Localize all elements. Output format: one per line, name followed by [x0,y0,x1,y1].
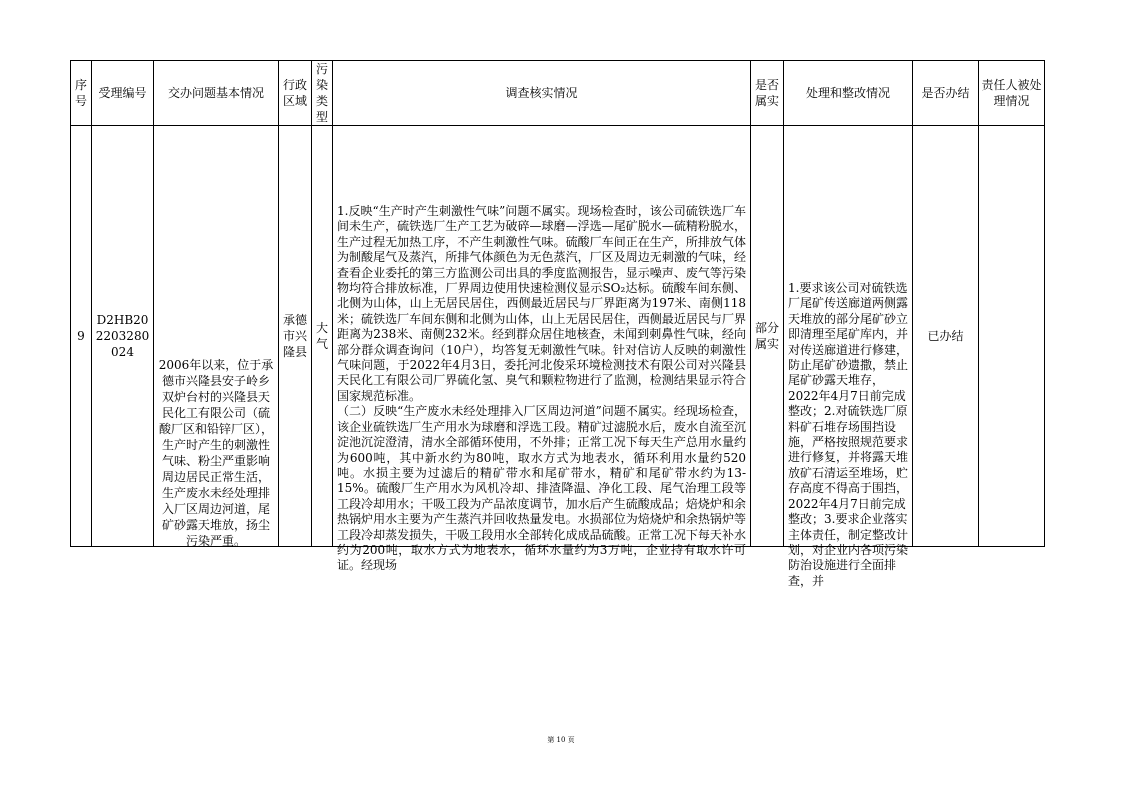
cell-is-true [751,126,784,547]
header-closed: 是否办结 [913,61,979,126]
handling-text: 1.要求该公司对硫铁选厂尾矿传送廊道两侧露天堆放的部分尾矿砂立即清理至尾矿库内，并对传送廊道进行修建，防止尾矿砂遗撒，禁止尾矿砂露天堆存，2022年4月7日前完成整改；2.对硫铁选厂原料矿石堆存场围挡设施，严格按照规范要求进行修复，并将露天堆放矿石清运至堆场，贮存高度不得高于围挡，2022年4月7日前完成整改；3.要求企业落实主体责任，制定整改计划，对企业内各项污染防治设施进行全面排查，并 [788,281,909,588]
cell-case-no [92,126,154,547]
header-row [71,61,1045,126]
page-number: 第 10 页 [547,736,575,744]
investigation-text [337,204,746,574]
cell-investigation [333,126,751,573]
region-value: 承德市兴隆县 [282,313,307,359]
pollution-type-value: 大气 [315,321,328,351]
header-handling: 处理和整改情况 [784,61,913,126]
cell-closed [913,126,979,547]
header-accountability: 责任人被处理情况 [979,61,1045,126]
case-no-value: D2HB202203280024 [95,313,150,359]
case-table [70,60,1045,588]
header-pollution-type: 污染类型 [312,61,333,126]
cell-pollution-type [312,126,333,547]
header-investigation: 调查核实情况 [333,61,751,126]
header-region: 行政区域 [279,61,312,126]
header-seq: 序号 [71,61,92,126]
header-is-true: 是否属实 [751,61,784,126]
cell-seq [71,126,92,547]
table-row [71,126,1045,547]
cell-accountability [979,126,1045,547]
issue-text: 2006年以来，位于承德市兴隆县安子岭乡双炉台村的兴隆县天民化工有限公司（硫酸厂区和铅锌厂区），生产时产生的刺激性气味、粉尘严重影响周边居民正常生活，生产废水未经处理排入厂区周边河道，尾矿砂露天堆放，扬尘污染严重。 [158,358,274,548]
investigation-para-2: （二）反映“生产废水未经处理排入厂区周边河道”问题不属实。经现场检查，该企业硫铁选厂生产用水为球磨和浮选工段。精矿过滤脱水后，废水自流至沉淀池沉淀澄清，清水全部循环使用，不外排；正常工况下每天生产总用水量约为600吨，其中新水约为80吨，取水方式为地表水，循环利用水量约520吨。水损主要为过滤后的精矿带水和尾矿带水，精矿和尾矿带水约为13-15%。硫酸厂生产用水为风机冷却、排渣降温、净化工段、尾气治理工段等工段冷却用水；干吸工段为产品浓度调节，加水后产生硫酸成品；焙烧炉和余热锅炉用水主要为产生蒸汽并回收热量发电。水损部位为焙烧炉和余热锅炉等工段冷却蒸发损失，干吸工段用水全部转化成成品硫酸。正常工况下每天补水约为200吨，取水方式为地表水，循环水量约为3万吨，企业持有取水许可证。经现场 [337,404,746,573]
cell-issue [154,126,279,547]
investigation-para-1: 1.反映“生产时产生刺激性气味”问题不属实。现场检查时，该公司硫铁选厂车间未生产，硫铁选厂生产工艺为破碎—球磨—浮选—尾矿脱水—硫精粉脱水，生产过程无加热工序，不产生刺激性气味。硫酸厂车间正在生产，所排放气体为制酸尾气及蒸汽，所排气体颜色为无色蒸汽，厂区及周边无刺激的气味，经查看企业委托的第三方监测公司出具的季度监测报告，显示噪声、废气等污染物均符合排放标准，厂界周边使用快速检测仪显示SO₂达标。硫酸车间东侧、北侧为山体，山上无居民居住，西侧最近居民与厂界距离为197米、南侧118米；硫铁选厂车间东侧和北侧为山体，山上无居民居住，西侧最近居民与厂界距离为238米、南侧232米。经到群众居住地核查，未闻到刺鼻性气味，经向部分群众调查询问（10户），均答复无刺激性气味。针对信访人反映的刺激性气味问题，于2022年4月3日，委托河北俊采环境检测技术有限公司对兴隆县天民化工有限公司厂界硫化氢、臭气和颗粒物进行了监测，检测结果显示符合国家规范标准。 [337,204,746,403]
closed-value: 已办结 [927,329,964,343]
header-issue: 交办问题基本情况 [154,61,279,126]
cell-region [279,126,312,547]
is-true-value: 部分属实 [754,321,779,351]
header-case-no: 受理编号 [92,61,154,126]
cell-handling [784,126,913,588]
seq-value: 9 [77,329,85,343]
